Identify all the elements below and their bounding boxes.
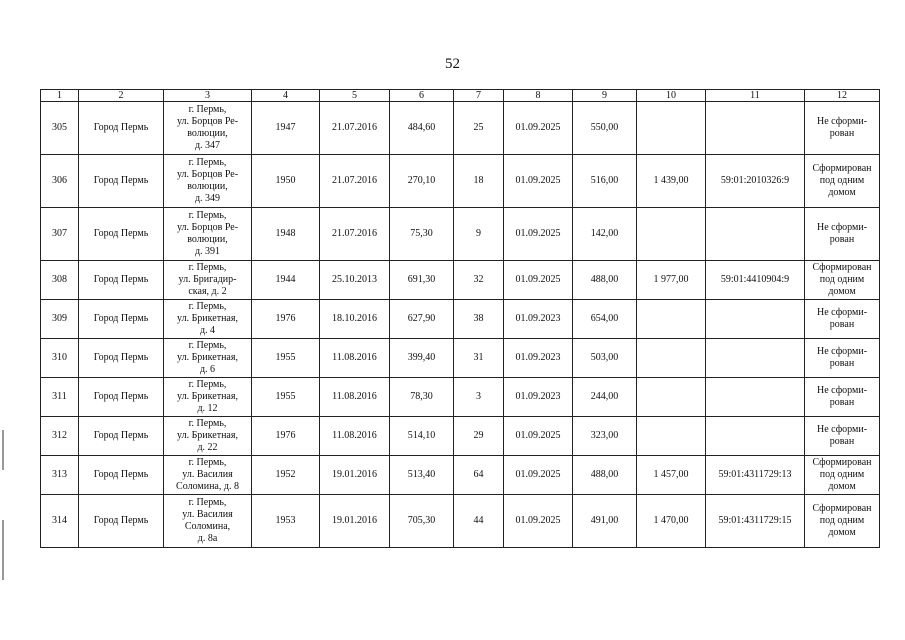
date-cell: 19.01.2016 <box>320 456 390 495</box>
cadastral-cell: 59:01:2010326:9 <box>706 155 805 208</box>
city-cell: Город Пермь <box>79 102 164 155</box>
date-cell: 11.08.2016 <box>320 339 390 378</box>
year-cell: 1953 <box>252 495 320 548</box>
count-cell: 3 <box>454 378 504 417</box>
value10-cell <box>637 339 706 378</box>
area-cell: 270,10 <box>390 155 454 208</box>
year-cell: 1955 <box>252 339 320 378</box>
value9-cell: 503,00 <box>573 339 637 378</box>
column-header: 3 <box>164 90 252 102</box>
column-header: 1 <box>41 90 79 102</box>
date2-cell: 01.09.2025 <box>504 261 573 300</box>
count-cell: 44 <box>454 495 504 548</box>
value10-cell: 1 977,00 <box>637 261 706 300</box>
date-cell: 11.08.2016 <box>320 417 390 456</box>
address-cell: г. Пермь, ул. Брикетная, д. 4 <box>164 300 252 339</box>
table-row <box>41 339 880 378</box>
table-row <box>41 456 880 495</box>
area-cell: 484,60 <box>390 102 454 155</box>
column-header: 6 <box>390 90 454 102</box>
column-header: 5 <box>320 90 390 102</box>
value9-cell: 142,00 <box>573 208 637 261</box>
address-cell: г. Пермь, ул. Борцов Ре- волюции, д. 349 <box>164 155 252 208</box>
date-cell: 21.07.2016 <box>320 208 390 261</box>
column-header: 2 <box>79 90 164 102</box>
area-cell: 705,30 <box>390 495 454 548</box>
year-cell: 1950 <box>252 155 320 208</box>
status-cell: Не сформи- рован <box>805 300 880 339</box>
count-cell: 9 <box>454 208 504 261</box>
value10-cell <box>637 102 706 155</box>
column-header: 11 <box>706 90 805 102</box>
column-header: 12 <box>805 90 880 102</box>
scan-edge-mark <box>2 430 4 470</box>
status-cell: Не сформи- рован <box>805 339 880 378</box>
date2-cell: 01.09.2023 <box>504 378 573 417</box>
row-number: 312 <box>41 417 79 456</box>
value9-cell: 488,00 <box>573 261 637 300</box>
status-cell: Не сформи- рован <box>805 102 880 155</box>
value10-cell <box>637 300 706 339</box>
address-cell: г. Пермь, ул. Борцов Ре- волюции, д. 347 <box>164 102 252 155</box>
value9-cell: 550,00 <box>573 102 637 155</box>
city-cell: Город Пермь <box>79 339 164 378</box>
status-cell: Сформирован под одним домом <box>805 261 880 300</box>
cadastral-cell: 59:01:4311729:13 <box>706 456 805 495</box>
status-cell: Сформирован под одним домом <box>805 495 880 548</box>
table-row <box>41 102 880 155</box>
cadastral-cell: 59:01:4311729:15 <box>706 495 805 548</box>
area-cell: 78,30 <box>390 378 454 417</box>
area-cell: 513,40 <box>390 456 454 495</box>
count-cell: 25 <box>454 102 504 155</box>
address-cell: г. Пермь, ул. Брикетная, д. 6 <box>164 339 252 378</box>
address-cell: г. Пермь, ул. Бригадир- ская, д. 2 <box>164 261 252 300</box>
count-cell: 32 <box>454 261 504 300</box>
table-row <box>41 300 880 339</box>
value9-cell: 323,00 <box>573 417 637 456</box>
count-cell: 29 <box>454 417 504 456</box>
value9-cell: 244,00 <box>573 378 637 417</box>
value9-cell: 491,00 <box>573 495 637 548</box>
area-cell: 627,90 <box>390 300 454 339</box>
date2-cell: 01.09.2025 <box>504 155 573 208</box>
value9-cell: 516,00 <box>573 155 637 208</box>
table-row <box>41 208 880 261</box>
row-number: 310 <box>41 339 79 378</box>
date-cell: 11.08.2016 <box>320 378 390 417</box>
column-header: 7 <box>454 90 504 102</box>
table-row <box>41 417 880 456</box>
date-cell: 18.10.2016 <box>320 300 390 339</box>
date-cell: 21.07.2016 <box>320 155 390 208</box>
date2-cell: 01.09.2025 <box>504 456 573 495</box>
cadastral-cell <box>706 339 805 378</box>
table-row <box>41 378 880 417</box>
scan-edge-mark <box>2 520 4 580</box>
year-cell: 1955 <box>252 378 320 417</box>
column-header: 10 <box>637 90 706 102</box>
cadastral-cell: 59:01:4410904:9 <box>706 261 805 300</box>
year-cell: 1947 <box>252 102 320 155</box>
value10-cell <box>637 378 706 417</box>
column-header: 9 <box>573 90 637 102</box>
address-cell: г. Пермь, ул. Василия Соломина, д. 8 <box>164 456 252 495</box>
area-cell: 691,30 <box>390 261 454 300</box>
year-cell: 1944 <box>252 261 320 300</box>
area-cell: 514,10 <box>390 417 454 456</box>
address-cell: г. Пермь, ул. Василия Соломина, д. 8а <box>164 495 252 548</box>
city-cell: Город Пермь <box>79 495 164 548</box>
value10-cell <box>637 417 706 456</box>
city-cell: Город Пермь <box>79 378 164 417</box>
date2-cell: 01.09.2023 <box>504 339 573 378</box>
column-header: 4 <box>252 90 320 102</box>
date-cell: 25.10.2013 <box>320 261 390 300</box>
value10-cell: 1 457,00 <box>637 456 706 495</box>
city-cell: Город Пермь <box>79 300 164 339</box>
year-cell: 1948 <box>252 208 320 261</box>
row-number: 314 <box>41 495 79 548</box>
value10-cell <box>637 208 706 261</box>
status-cell: Не сформи- рован <box>805 208 880 261</box>
year-cell: 1976 <box>252 417 320 456</box>
address-cell: г. Пермь, ул. Брикетная, д. 22 <box>164 417 252 456</box>
page-number: 52 <box>445 56 460 72</box>
date2-cell: 01.09.2025 <box>504 208 573 261</box>
date-cell: 21.07.2016 <box>320 102 390 155</box>
year-cell: 1952 <box>252 456 320 495</box>
cadastral-cell <box>706 417 805 456</box>
status-cell: Не сформи- рован <box>805 417 880 456</box>
date2-cell: 01.09.2025 <box>504 417 573 456</box>
row-number: 307 <box>41 208 79 261</box>
cadastral-cell <box>706 102 805 155</box>
row-number: 305 <box>41 102 79 155</box>
row-number: 308 <box>41 261 79 300</box>
address-cell: г. Пермь, ул. Брикетная, д. 12 <box>164 378 252 417</box>
value10-cell: 1 470,00 <box>637 495 706 548</box>
area-cell: 399,40 <box>390 339 454 378</box>
status-cell: Не сформи- рован <box>805 378 880 417</box>
table-row <box>41 155 880 208</box>
register-table <box>40 89 880 548</box>
city-cell: Город Пермь <box>79 261 164 300</box>
address-cell: г. Пермь, ул. Борцов Ре- волюции, д. 391 <box>164 208 252 261</box>
count-cell: 64 <box>454 456 504 495</box>
count-cell: 38 <box>454 300 504 339</box>
row-number: 309 <box>41 300 79 339</box>
city-cell: Город Пермь <box>79 208 164 261</box>
city-cell: Город Пермь <box>79 456 164 495</box>
count-cell: 31 <box>454 339 504 378</box>
date2-cell: 01.09.2023 <box>504 300 573 339</box>
cadastral-cell <box>706 300 805 339</box>
year-cell: 1976 <box>252 300 320 339</box>
row-number: 313 <box>41 456 79 495</box>
cadastral-cell <box>706 208 805 261</box>
date2-cell: 01.09.2025 <box>504 495 573 548</box>
row-number: 306 <box>41 155 79 208</box>
column-header: 8 <box>504 90 573 102</box>
status-cell: Сформирован под одним домом <box>805 155 880 208</box>
city-cell: Город Пермь <box>79 155 164 208</box>
city-cell: Город Пермь <box>79 417 164 456</box>
value9-cell: 488,00 <box>573 456 637 495</box>
table-row <box>41 495 880 548</box>
count-cell: 18 <box>454 155 504 208</box>
cadastral-cell <box>706 378 805 417</box>
status-cell: Сформирован под одним домом <box>805 456 880 495</box>
header-row <box>41 90 880 102</box>
table-row <box>41 261 880 300</box>
date-cell: 19.01.2016 <box>320 495 390 548</box>
date2-cell: 01.09.2025 <box>504 102 573 155</box>
value9-cell: 654,00 <box>573 300 637 339</box>
value10-cell: 1 439,00 <box>637 155 706 208</box>
area-cell: 75,30 <box>390 208 454 261</box>
row-number: 311 <box>41 378 79 417</box>
